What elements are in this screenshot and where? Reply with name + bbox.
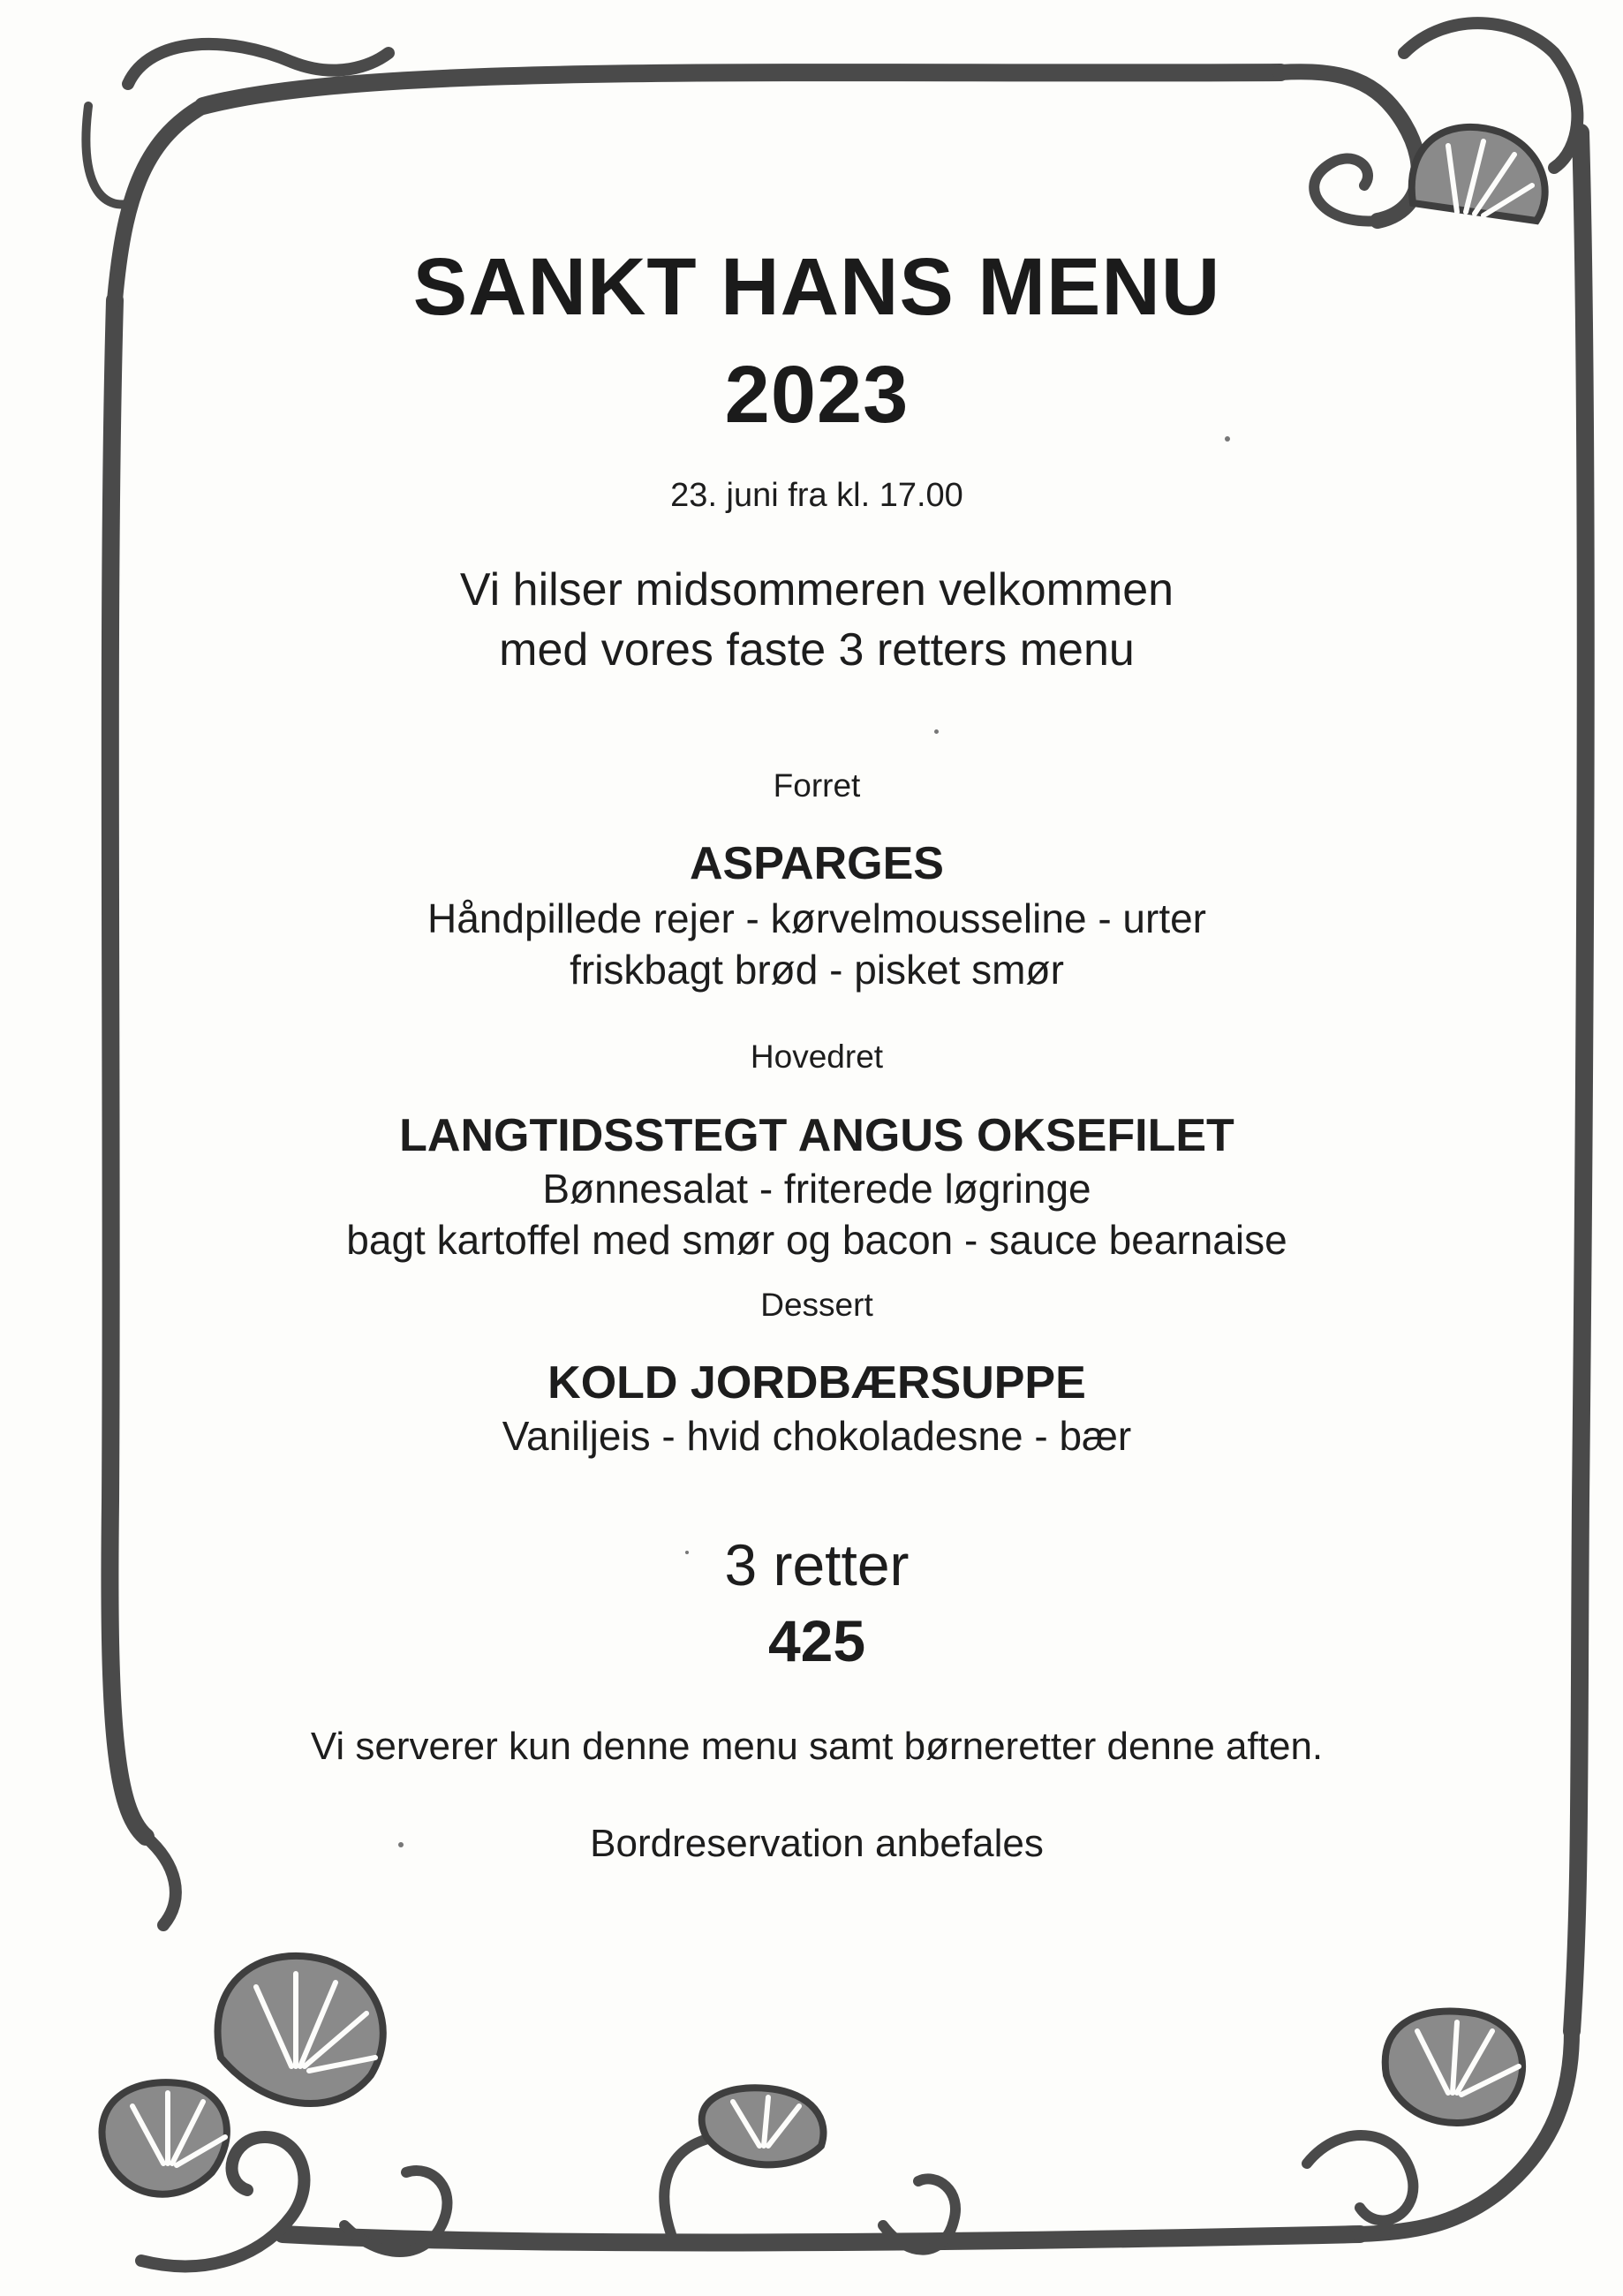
menu-content [212,0,1422,2296]
service-note: Vi serverer kun denne menu samt børneretter denne aften. [310,1725,1324,1768]
menu-title: SANKT HANS MENU [412,242,1221,332]
intro-line: Vi hilser midsommeren velkommen [459,564,1174,616]
intro-line: med vores faste 3 retters menu [499,624,1135,676]
course-label-starter: Forret [773,767,861,804]
dish-description: Vaniljeis - hvid chokoladesne - bær [502,1413,1132,1459]
dish-description: Bønnesalat - friterede løgringe [542,1166,1091,1212]
dish-name-dessert: KOLD JORDBÆRSUPPE [547,1357,1086,1409]
dish-description: bagt kartoffel med smør og bacon - sauce bearnaise [346,1217,1287,1263]
price-label: 3 retter [724,1532,910,1597]
course-label-dessert: Dessert [760,1287,873,1323]
dish-description: friskbagt brød - pisket smør [570,947,1064,993]
reservation-note: Bordreservation anbefales [590,1822,1044,1865]
menu-year: 2023 [724,350,910,440]
dish-name-main: LANGTIDSSTEGT ANGUS OKSEFILET [399,1110,1234,1161]
dish-name-starter: ASPARGES [690,838,944,889]
event-date: 23. juni fra kl. 17.00 [670,477,963,514]
course-label-main: Hovedret [750,1038,884,1075]
dish-description: Håndpillede rejer - kørvelmousseline - urter [427,895,1206,941]
price-value: 425 [767,1608,866,1673]
